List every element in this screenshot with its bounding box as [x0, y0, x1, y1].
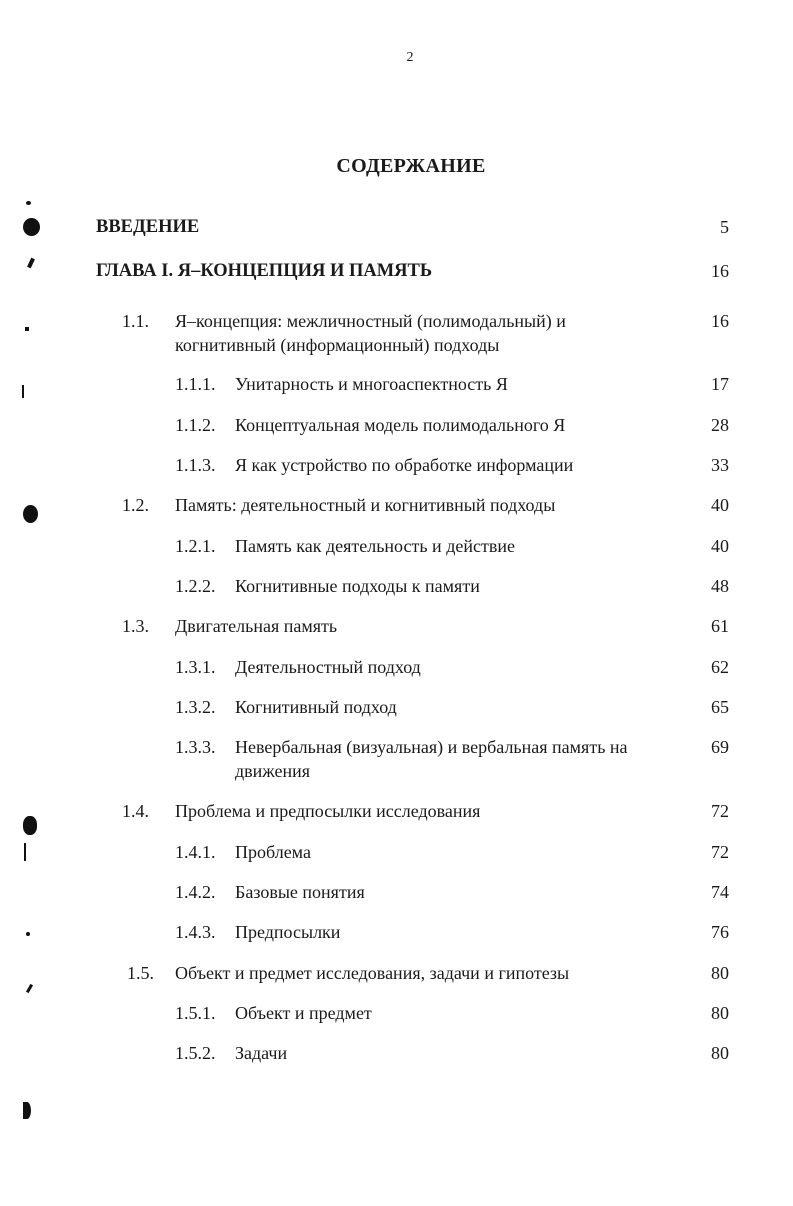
toc-entry-number: 1.4.1.: [175, 842, 216, 862]
toc-entry-text: Память как деятельность и действие: [235, 536, 515, 556]
toc-entry-text: Двигательная память: [175, 616, 338, 636]
toc-entry-number: 1.4.: [122, 801, 149, 821]
scan-speck: [22, 385, 24, 398]
toc-entry-text: Проблема: [235, 842, 311, 862]
toc-entry-page: 17: [711, 374, 729, 394]
toc-entry-text: Концептуальная модель полимодального Я: [235, 415, 566, 435]
toc-entry-text: Объект и предмет исследования, задачи и гипотезы: [175, 963, 570, 983]
binding-hole-mark: [23, 505, 38, 523]
toc-entry-number: 1.3.1.: [175, 657, 216, 677]
toc-entry-number: 1.1.: [122, 311, 149, 331]
toc-entry-number: 1.2.1.: [175, 536, 216, 556]
toc-entry-page: 33: [711, 455, 729, 475]
toc-entry-number: 1.2.: [122, 495, 149, 515]
binding-hole-mark: [23, 218, 40, 236]
toc-entry-number: 1.3.3.: [175, 737, 216, 757]
toc-entry-page: 72: [711, 842, 729, 862]
toc-entry-number: 1.5.: [127, 963, 154, 983]
toc-entry-number: 1.5.2.: [175, 1043, 216, 1063]
toc-entry-page: 72: [711, 801, 729, 821]
toc-entry-page: 69: [711, 737, 729, 757]
scan-speck: [25, 327, 29, 331]
toc-entry-page: 48: [711, 576, 729, 596]
page-number: 2: [406, 50, 414, 65]
toc-entry-page: 28: [711, 415, 729, 435]
toc-entry-page: 5: [720, 217, 729, 237]
toc-entry-page: 80: [711, 963, 729, 983]
toc-entry-page: 40: [711, 495, 729, 515]
toc-entry-number: 1.4.3.: [175, 922, 216, 942]
scan-speck: [24, 843, 26, 861]
toc-entry-text: Невербальная (визуальная) и вербальная память на движения: [235, 737, 628, 781]
toc-entry-text: Проблема и предпосылки исследования: [175, 801, 481, 821]
scan-speck: [26, 984, 33, 993]
toc-entry-page: 16: [711, 311, 729, 331]
toc-entry-number: 1.4.2.: [175, 882, 216, 902]
toc-title: СОДЕРЖАНИЕ: [336, 155, 486, 177]
toc-entry-number: 1.2.2.: [175, 576, 216, 596]
toc-entry-number: 1.3.: [122, 616, 149, 636]
toc-entry-text: Задачи: [235, 1043, 288, 1063]
scan-speck: [27, 258, 35, 269]
toc-entry-text: Базовые понятия: [235, 882, 365, 902]
toc-entry-text: Когнитивные подходы к памяти: [235, 576, 480, 596]
binding-hole-mark: [23, 816, 37, 835]
toc-entry-page: 61: [711, 616, 729, 636]
toc-entry-number: 1.1.2.: [175, 415, 216, 435]
scan-speck: [26, 932, 30, 936]
toc-entry-text: Память: деятельностный и когнитивный подходы: [175, 495, 556, 515]
toc-entry-page: 65: [711, 697, 729, 717]
toc-entry-text: Когнитивный подход: [235, 697, 397, 717]
toc-entry-number: 1.5.1.: [175, 1003, 216, 1023]
toc-entry-page: 80: [711, 1043, 729, 1063]
toc-entry-text: Объект и предмет: [235, 1003, 372, 1023]
toc-entry-page: 40: [711, 536, 729, 556]
binding-hole-mark: [23, 1102, 31, 1119]
scan-speck: [26, 201, 31, 205]
toc-entry-text: Я как устройство по обработке информации: [235, 455, 574, 475]
toc-entry-page: 16: [711, 261, 729, 281]
toc-entry-text: ВВЕДЕНИЕ: [96, 217, 200, 237]
toc-entry-number: 1.3.2.: [175, 697, 216, 717]
toc-entry-text: Я–концепция: межличностный (полимодальный) и когнитивный (информационный) подходы: [175, 311, 566, 355]
toc-entry-text: Унитарность и многоаспектность Я: [235, 374, 508, 394]
toc-entry-text: Деятельностный подход: [235, 657, 421, 677]
toc-entry-page: 76: [711, 922, 729, 942]
toc-entry-number: 1.1.1.: [175, 374, 216, 394]
toc-entry-page: 74: [711, 882, 729, 902]
toc-entry-page: 62: [711, 657, 729, 677]
toc-entry-text: ГЛАВА I. Я–КОНЦЕПЦИЯ И ПАМЯТЬ: [96, 261, 433, 281]
toc-entry-text: Предпосылки: [235, 922, 341, 942]
toc-entry-page: 80: [711, 1003, 729, 1023]
toc-entry-number: 1.1.3.: [175, 455, 216, 475]
